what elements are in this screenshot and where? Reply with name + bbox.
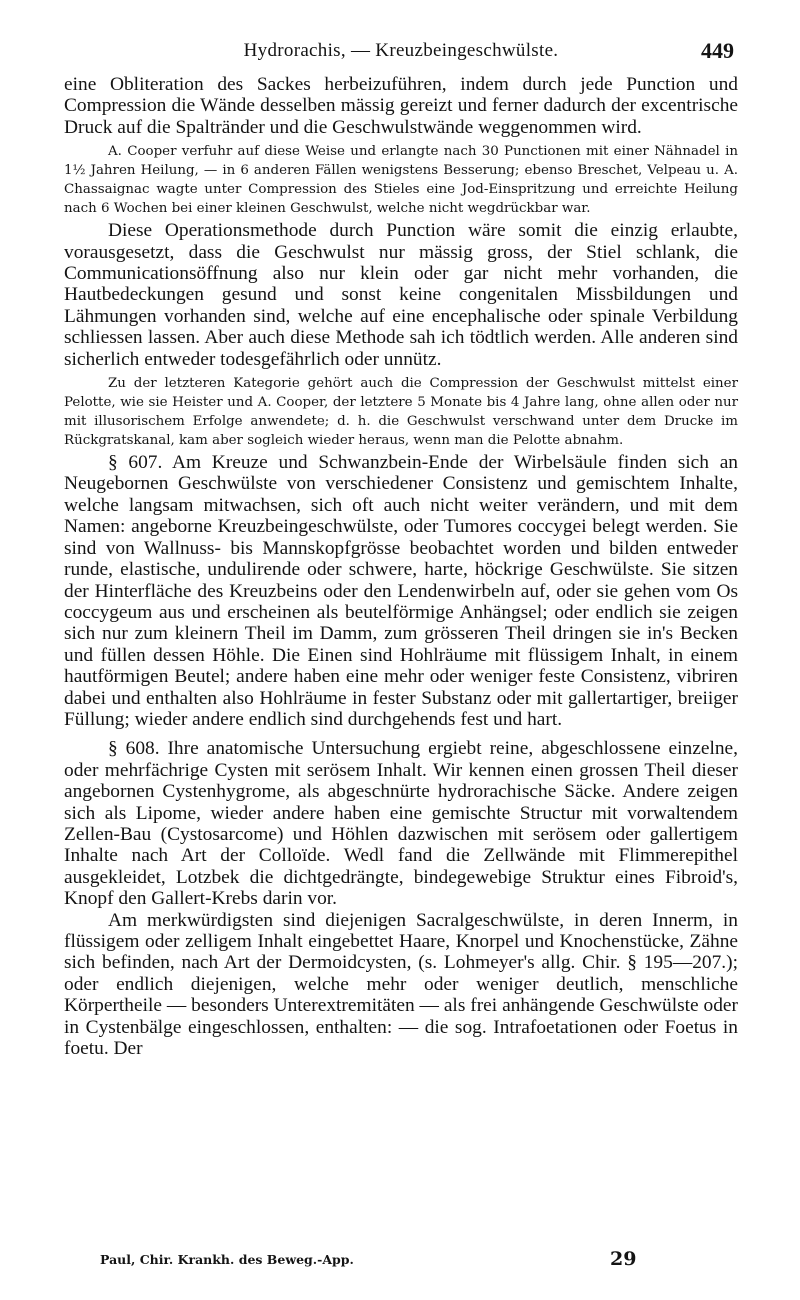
running-head — [64, 38, 738, 74]
paragraph-operation-method: Diese Operationsmethode durch Punction wäre somit die einzig erlaubte, vorausgesetzt, dass die Geschwulst nur mässig gross, der Stiel schlank, die Communicationsöffnung also nur klein oder gar nicht mehr vorhanden, die Hautbedeckungen gesund und sonst keine congenitalen Missbildungen und Lähmungen vorhanden sind, welche auf eine encephalische oder spinale Verbildung schliessen lassen. Aber auch diese Methode sah ich tödtlich werden. Alle anderen sind sicherlich entweder todesgefährlich oder unnütz. — [64, 220, 738, 370]
paragraph-section-608: § 608. Ihre anatomische Untersuchung ergiebt reine, abgeschlossene einzelne, oder mehrfächrige Cysten mit serösem Inhalt. Wir kennen einen grossen Theil dieser angebornen Cystenhygrome, als abgeschnürte hydrorachische Säcke. Andere zeigen sich als Lipome, wieder andere haben eine gemischte Structur mit vorwaltendem Zellen-Bau (Cystosarcome) und Höhlen dazwischen mit serösem oder gallertigem Inhalte nach Art der Colloïde. Wedl fand die Zellwände mit Flimmerepithel ausgekleidet, Lotzbek die dichtgedrängte, bindegewebige Struktur eines Fibroid's, Knopf den Gallert-Krebs darin vor. — [64, 738, 738, 910]
paragraph-sacral-tumors: Am merkwürdigsten sind diejenigen Sacralgeschwülste, in deren Innerm, in flüssigem oder zelligem Inhalt eingebettet Haare, Knorpel und Knochenstücke, Zähne sich befinden, nach Art der Dermoidcysten, (s. Lohmeyer's allg. Chir. § 195—207.); oder endlich diejenigen, welche mehr oder weniger deutlich, menschliche Körpertheile — besonders Unterextremitäten — als frei anhängende Geschwülste oder in Cystenbälge eingeschlossen, enthalten: — die sog. Intrafoetationen oder Foetus in foetu. Der — [64, 909, 738, 1060]
signature-line: Paul, Chir. Krankh. des Beweg.-App. — [100, 1252, 354, 1267]
page-number: 449 — [701, 38, 734, 63]
running-title: Hydrorachis, — Kreuzbeingeschwülste. — [243, 40, 559, 61]
paragraph-section-607: § 607. Am Kreuze und Schwanzbein-Ende der Wirbelsäule finden sich an Neugebornen Geschwülste von verschiedener Consistenz und gemischtem Inhalte, welche langsam mitwachsen, sich oft auch nicht weiter verändern, und mit dem Namen: angeborne Kreuzbeingeschwülste, oder Tumores coccygei belegt werden. Sie sind von Wallnuss- bis Mannskopfgrösse beobachtet worden und bilden entweder runde, elastische, undulirende oder schwere, harte, höckrige Geschwülste. Sie sitzen der Hinterfläche des Kreuzbeins oder den Lendenwirbeln auf, oder sie gehen vom Os coccygeum aus und erscheinen als beutelförmige Anhängsel; oder endlich sie zeigen sich nur zum kleinern Theil im Damm, zum grösseren Theil dringen sie in's Becken und füllen dessen Höhle. Die Einen sind Hohlräume mit flüssigem Inhalt, in einem hautförmigen Beutel; andere haben eine mehr oder weniger feste Consistenz, vibriren dabei und enthalten also Hohlräume in fester Substanz oder mit gallertartiger, breiiger Füllung; wieder andere endlich sind durchgehends fest und hart. — [64, 452, 738, 730]
sheet-number: 29 — [610, 1248, 637, 1270]
note-cooper-punction: A. Cooper verfuhr auf diese Weise und erlangte nach 30 Punctionen mit einer Nähnadel in 1½ Jahren Heilung, — in 6 anderen Fällen wenigstens Besserung; ebenso Breschet, Velpeau u. A. Chassaignac wagte unter Compression des Stieles eine Jod-Einspritzung und erreichte Heilung nach 6 Wochen bei einer kleinen Geschwulst, welche nicht wegdrückbar war. — [64, 144, 738, 217]
note-compression-pelotte: Zu der letzteren Kategorie gehört auch die Compression der Geschwulst mittelst einer Pelotte, wie sie Heister und A. Cooper, der letztere 5 Monate bis 4 Jahre lang, ohne allen oder nur mit illusorischem Erfolge anwendete; d. h. die Geschwulst verschwand unter dem Drucke im Rückgratskanal, kam aber sogleich wieder heraus, wenn man die Pelotte abnahm. — [64, 376, 738, 449]
paragraph-continuation: eine Obliteration des Sackes herbeizuführen, indem durch jede Punction und Compression die Wände desselben mässig gereizt und ferner dadurch der excentrische Druck auf die Spaltränder und die Geschwulstwände weggenommen wird. — [64, 74, 738, 138]
